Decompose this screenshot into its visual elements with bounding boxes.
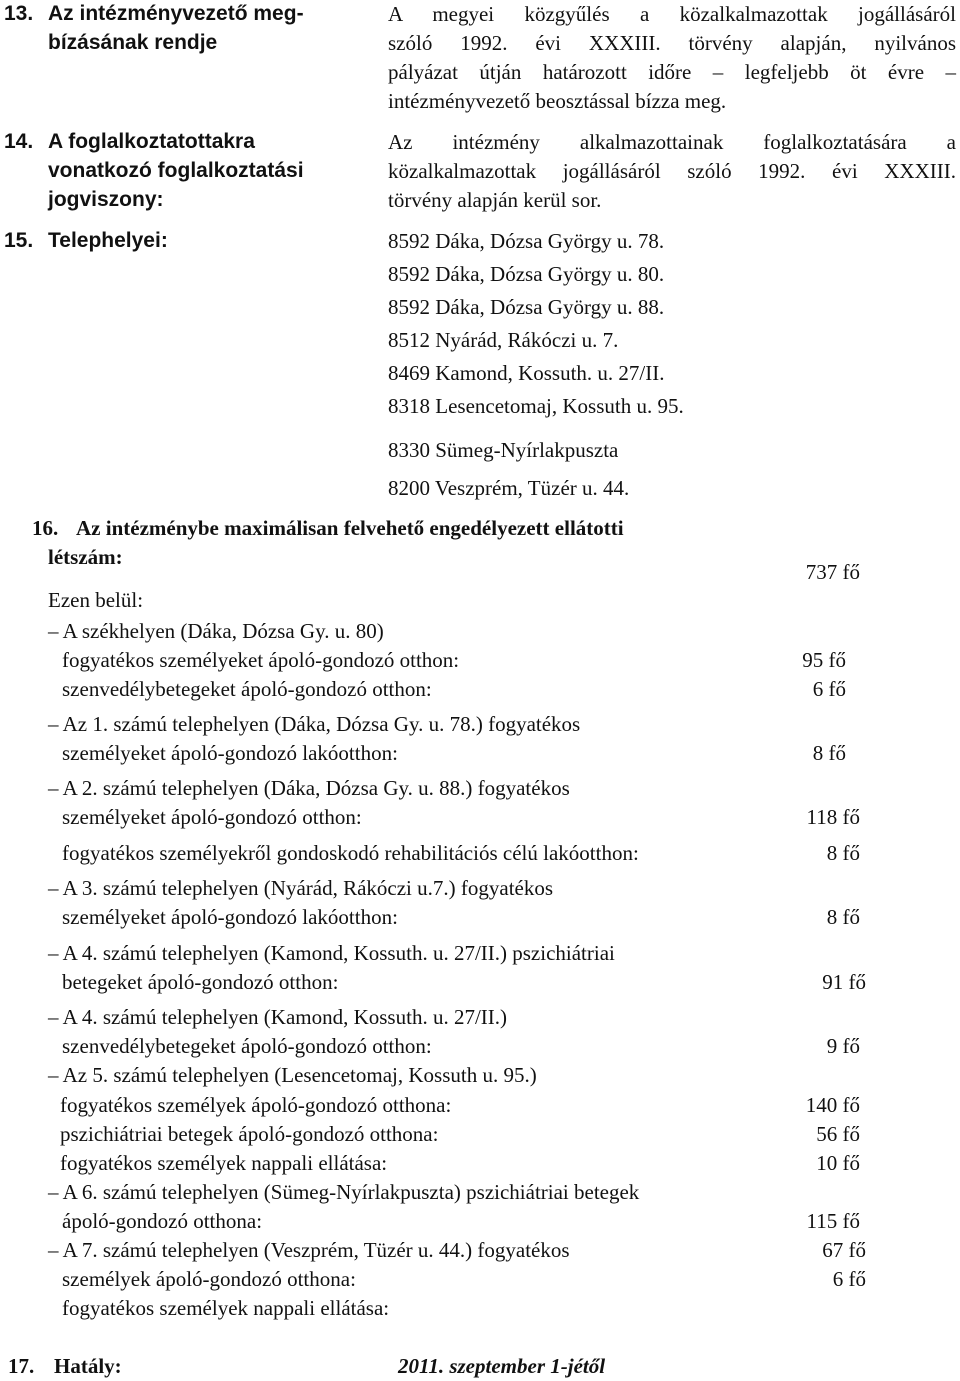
capacity-value: 6 fő (832, 1267, 866, 1291)
capacity-value: 67 fő (822, 1238, 866, 1262)
capacity-line: szenvedélybetegeket ápoló-gondozó otthon: (62, 1034, 432, 1058)
capacity-line: fogyatékos személyek nappali ellátása: (62, 1296, 390, 1320)
capacity-line: személyek ápoló-gondozó otthona: (62, 1267, 356, 1291)
capacity-value: 95 fő (802, 648, 846, 672)
site-address: 8330 Sümeg-Nyírlakpuszta (388, 438, 619, 462)
capacity-value: 9 fő (826, 1034, 860, 1058)
site-address: 8592 Dáka, Dózsa György u. 80. (388, 262, 665, 286)
capacity-line: – A 2. számú telephelyen (Dáka, Dózsa Gy. u. 88.) fogyatékos (48, 776, 570, 800)
section-14-body-line: törvény alapján kerül sor. (388, 188, 602, 212)
capacity-value: 8 fő (812, 741, 846, 765)
section-17-label: Hatály: (54, 1354, 122, 1378)
total-capacity: 737 fő (805, 560, 860, 584)
capacity-line: – A 4. számú telephelyen (Kamond, Kossuth. u. 27/II.) (48, 1005, 508, 1029)
site-address: 8200 Veszprém, Tüzér u. 44. (388, 476, 630, 500)
capacity-line: ápoló-gondozó otthona: (62, 1209, 263, 1233)
capacity-line: személyeket ápoló-gondozó lakóotthon: (62, 741, 398, 765)
capacity-line: – Az 1. számú telephelyen (Dáka, Dózsa Gy. u. 78.) fogyatékos (48, 712, 581, 736)
capacity-line: – A 6. számú telephelyen (Sümeg-Nyírlakpuszta) pszichiátriai betegek (48, 1180, 640, 1204)
section-14-label-line: A foglalkoztatottakra (48, 130, 255, 153)
section-13-body-line: szóló 1992. évi XXXIII. törvény alapján, nyilvános (388, 31, 956, 55)
capacity-line: szenvedélybetegeket ápoló-gondozó otthon: (62, 677, 432, 701)
section-15-number: 15. (4, 229, 34, 252)
site-address: 8592 Dáka, Dózsa György u. 88. (388, 295, 665, 319)
site-address: 8512 Nyárád, Rákóczi u. 7. (388, 328, 619, 352)
section-14-number: 14. (4, 130, 34, 153)
capacity-value: 91 fő (822, 970, 866, 994)
capacity-value: 115 fő (806, 1209, 860, 1233)
capacity-value: 6 fő (812, 677, 846, 701)
section-13-body-line: A megyei közgyűlés a közalkalmazottak jogállásáról (388, 2, 956, 26)
site-address: 8592 Dáka, Dózsa György u. 78. (388, 229, 665, 253)
capacity-value: 140 fő (805, 1093, 860, 1117)
capacity-line: fogyatékos személyek nappali ellátása: (60, 1151, 388, 1175)
site-address: 8318 Lesencetomaj, Kossuth u. 95. (388, 394, 684, 418)
capacity-line: betegeket ápoló-gondozó otthon: (62, 970, 339, 994)
section-16-label-line: létszám: (48, 545, 123, 569)
section-14-label-line: jogviszony: (48, 188, 164, 211)
capacity-value: 8 fő (826, 905, 860, 929)
section-14-label-line: vonatkozó foglalkoztatási (48, 159, 304, 182)
capacity-line: – A 7. számú telephelyen (Veszprém, Tüzér u. 44.) fogyatékos (48, 1238, 570, 1262)
site-address: 8469 Kamond, Kossuth. u. 27/II. (388, 361, 665, 385)
within-label: Ezen belül: (48, 588, 144, 612)
section-16-label-line: Az intézménybe maximálisan felvehető engedélyezett ellátotti (76, 516, 624, 540)
section-14-body-line: Az intézmény alkalmazottainak foglalkoztatására a (388, 130, 956, 154)
section-13-label-line: Az intézményvezető meg- (48, 2, 304, 25)
capacity-line: – A 4. számú telephelyen (Kamond, Kossuth. u. 27/II.) pszichiátriai (48, 941, 615, 965)
section-13-body-line: intézményvezető beosztással bízza meg. (388, 89, 727, 113)
capacity-line: személyeket ápoló-gondozó otthon: (62, 805, 362, 829)
section-17-number: 17. (8, 1354, 35, 1378)
capacity-value: 56 fő (816, 1122, 860, 1146)
section-14-body-line: közalkalmazottak jogállásáról szóló 1992. évi XXXIII. (388, 159, 956, 183)
capacity-value: 8 fő (826, 841, 860, 865)
capacity-value: 10 fő (816, 1151, 860, 1175)
capacity-line: pszichiátriai betegek ápoló-gondozó otthona: (60, 1122, 439, 1146)
capacity-line: fogyatékos személyek ápoló-gondozó otthona: (60, 1093, 452, 1117)
capacity-line: – A 3. számú telephelyen (Nyárád, Rákóczi u.7.) fogyatékos (48, 876, 554, 900)
section-15-label: Telephelyei: (48, 229, 168, 252)
capacity-value: 118 fő (806, 805, 860, 829)
capacity-line: személyeket ápoló-gondozó lakóotthon: (62, 905, 398, 929)
capacity-line: – Az 5. számú telephelyen (Lesencetomaj, Kossuth u. 95.) (48, 1063, 537, 1087)
section-13-label-line: bízásának rendje (48, 31, 218, 54)
effective-date: 2011. szeptember 1-jétől (398, 1354, 606, 1378)
capacity-line: – A székhelyen (Dáka, Dózsa Gy. u. 80) (48, 619, 384, 643)
section-13-body-line: pályázat útján határozott időre – legfeljebb öt évre – (388, 60, 956, 84)
section-16-number: 16. (32, 516, 59, 540)
capacity-line: fogyatékos személyekről gondoskodó rehabilitációs célú lakóotthon: (62, 841, 639, 865)
capacity-line: fogyatékos személyeket ápoló-gondozó otthon: (62, 648, 460, 672)
section-13-number: 13. (4, 2, 34, 25)
